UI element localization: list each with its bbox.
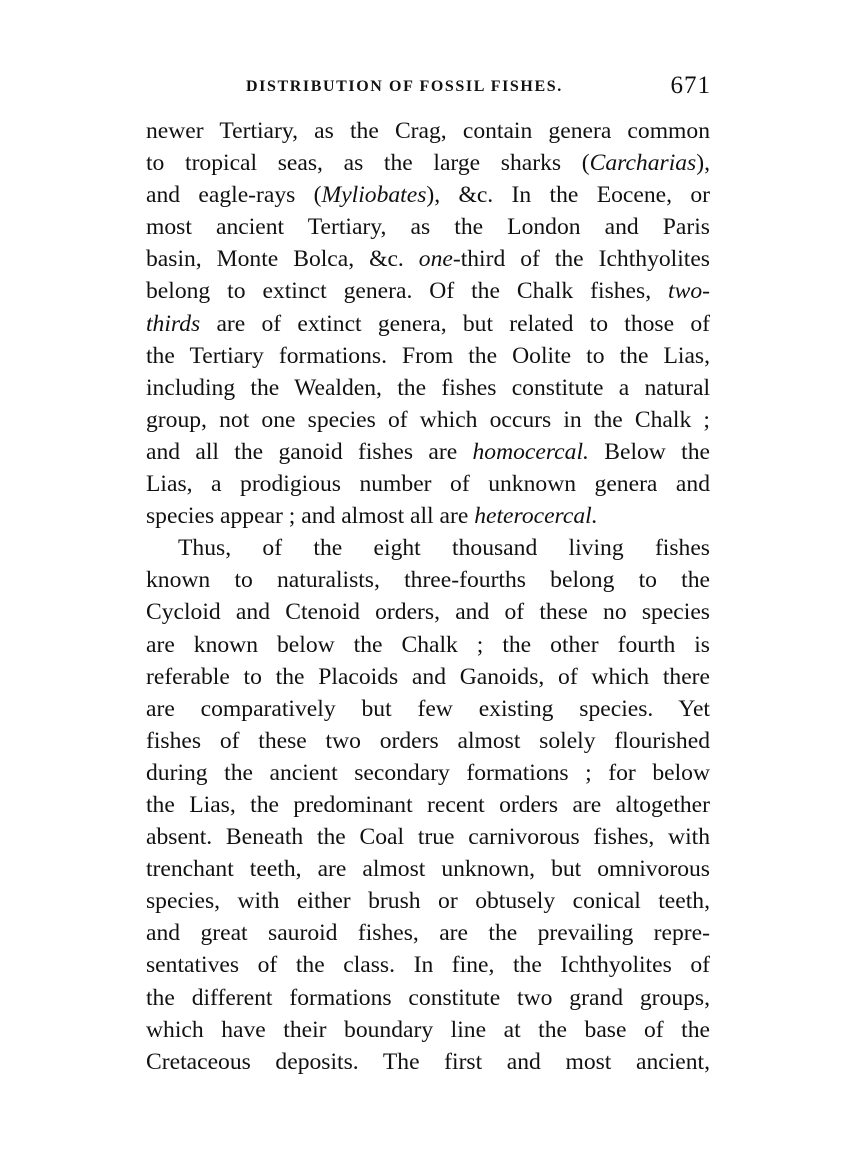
- text-line: [146, 532, 710, 564]
- text-segment: species, with either brush or obtusely conical teeth,: [146, 888, 710, 915]
- text-segment: and great sauroid fishes, are the prevailing repre-: [146, 920, 710, 947]
- italic-text: Carcharias: [589, 150, 697, 177]
- text-line: [146, 821, 710, 853]
- text-line: [146, 275, 710, 307]
- page-number: 671: [670, 72, 711, 99]
- text-line: [146, 564, 710, 596]
- text-segment: Cretaceous deposits. The first and most ancient,: [146, 1048, 710, 1075]
- italic-text: one: [418, 246, 453, 273]
- text-line: [146, 725, 710, 757]
- text-segment: are known below the Chalk ; the other fourth is: [146, 631, 710, 658]
- text-line: [146, 982, 710, 1014]
- text-segment: and eagle-rays (: [146, 182, 322, 209]
- italic-text: homocercal.: [472, 438, 589, 465]
- running-head: [146, 72, 711, 106]
- text-line: [146, 147, 710, 179]
- italic-text: heterocercal.: [474, 503, 598, 530]
- text-line: [146, 211, 710, 243]
- text-line: [146, 885, 710, 917]
- text-line: [146, 853, 710, 885]
- text-line: [146, 949, 710, 981]
- text-segment: which have their boundary line at the base of the: [146, 1016, 710, 1043]
- text-line: [146, 1046, 710, 1078]
- text-line: [146, 789, 710, 821]
- text-segment: Below the: [588, 438, 710, 465]
- text-line: [146, 596, 710, 628]
- body-text: [146, 115, 710, 1078]
- text-line: [146, 436, 710, 468]
- text-segment: group, not one species of which occurs in the Chalk ;: [146, 406, 710, 433]
- text-segment: referable to the Placoids and Ganoids, of which there: [146, 663, 710, 690]
- text-line: [146, 243, 710, 275]
- text-segment: Thus, of the eight thousand living fishes: [178, 535, 710, 562]
- text-segment: -third of the Ichthyolites: [452, 246, 710, 273]
- text-line: [146, 115, 710, 147]
- text-segment: the Tertiary formations. From the Oolite to the Lias,: [146, 342, 710, 369]
- text-segment: trenchant teeth, are almost unknown, but omnivorous: [146, 856, 710, 883]
- text-segment: absent. Beneath the Coal true carnivorous fishes, with: [146, 824, 710, 851]
- text-segment: ), &c. In the Eocene, or: [426, 182, 711, 209]
- running-title: DISTRIBUTION OF FOSSIL FISHES.: [246, 78, 563, 95]
- text-segment: fishes of these two orders almost solely flourished: [146, 727, 710, 754]
- text-segment: basin, Monte Bolca, &c.: [146, 246, 419, 273]
- text-line: [146, 372, 710, 404]
- italic-text: thirds: [146, 310, 201, 337]
- text-segment: and all the ganoid fishes are: [146, 438, 473, 465]
- text-segment: during the ancient secondary formations ; for below: [146, 759, 710, 786]
- text-line: [146, 1014, 710, 1046]
- text-segment: sentatives of the class. In fine, the Ichthyolites of: [146, 952, 710, 979]
- text-line: [146, 468, 710, 500]
- text-line: [146, 404, 710, 436]
- italic-text: Myliobates: [321, 182, 427, 209]
- text-line: [146, 308, 710, 340]
- text-segment: to tropical seas, as the large sharks (: [146, 150, 590, 177]
- text-line: [146, 500, 710, 532]
- text-segment: species appear ; and almost all are: [146, 503, 475, 530]
- text-segment: newer Tertiary, as the Crag, contain genera common: [146, 118, 710, 144]
- text-segment: the Lias, the predominant recent orders are altogether: [146, 791, 710, 818]
- text-line: [146, 757, 710, 789]
- text-segment: including the Wealden, the fishes constitute a natural: [146, 374, 710, 401]
- text-segment: the different formations constitute two grand groups,: [146, 984, 710, 1011]
- text-segment: ),: [696, 150, 710, 177]
- text-line: [146, 629, 710, 661]
- text-segment: are of extinct genera, but related to those of: [200, 310, 710, 337]
- text-segment: Cycloid and Ctenoid orders, and of these no species: [146, 599, 710, 626]
- text-line: [146, 661, 710, 693]
- text-line: [146, 340, 710, 372]
- text-line: [146, 917, 710, 949]
- text-line: [146, 693, 710, 725]
- text-segment: most ancient Tertiary, as the London and Paris: [146, 214, 710, 241]
- text-line: [146, 179, 710, 211]
- text-segment: belong to extinct genera. Of the Chalk fishes,: [146, 278, 669, 305]
- text-segment: Lias, a prodigious number of unknown genera and: [146, 471, 710, 498]
- text-segment: known to naturalists, three-fourths belong to the: [146, 567, 710, 594]
- text-segment: are comparatively but few existing species. Yet: [146, 695, 710, 722]
- italic-text: two-: [668, 278, 710, 305]
